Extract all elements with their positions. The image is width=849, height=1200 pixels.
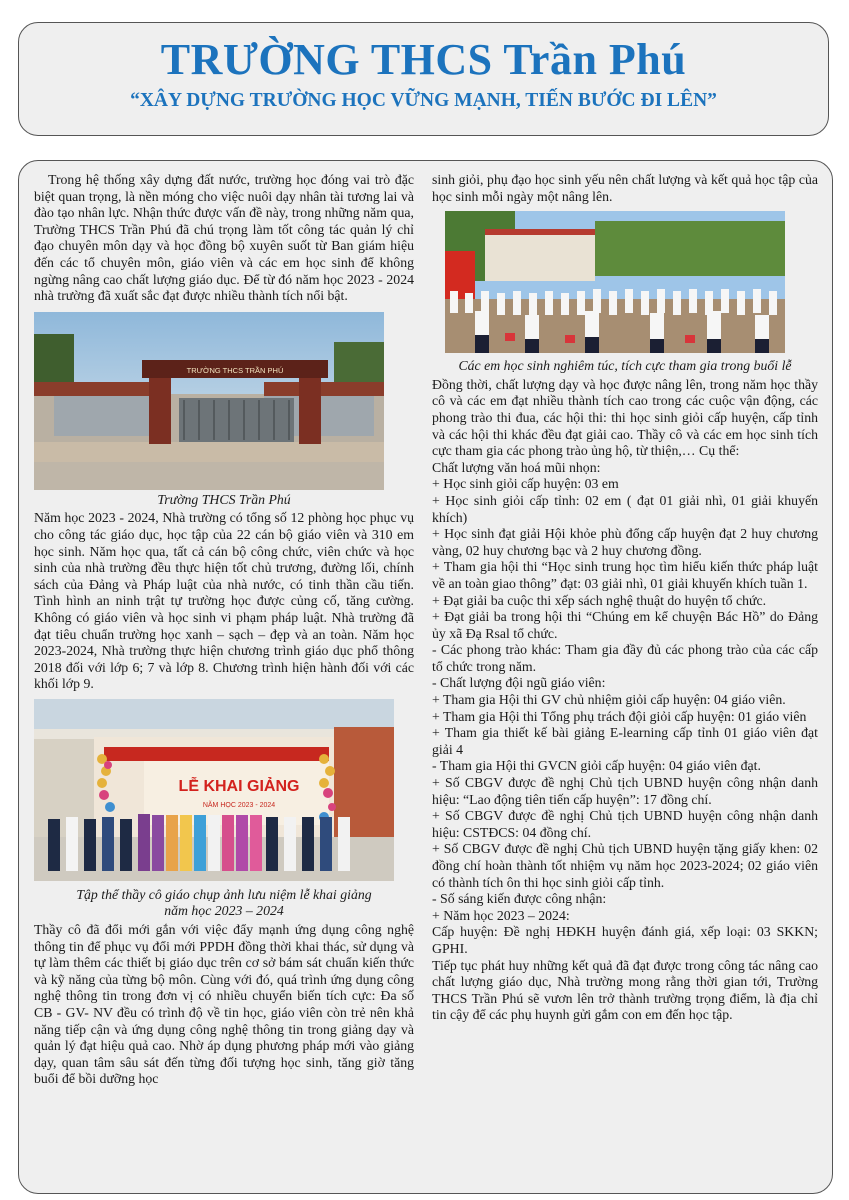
- ceremony-caption-line1: Tập thể thầy cô giáo chụp ảnh lưu niệm lễ khai giảng: [76, 886, 372, 902]
- list-item: + Học sinh giỏi cấp huyện: 03 em: [432, 476, 619, 492]
- ict-paragraph: Thầy cô đã đổi mới gắn với việc đẩy mạnh ứng dụng công nghệ thông tin để phục vụ đổi mới PPDH đồng thời khai thác, sử dụng và tự làm thêm các thiết bị giáo dục trên cơ sở bám sát chuẩn kiến thức và kỹ năng của từng bộ môn. Cùng với đó, quá trình ứng dụng công nghệ thông tin trong đơn vị có nhiều chuyển biến tích cực: Đa số CB - GV- NV đều có trình độ về tin học, giáo viên còn trẻ nên khả năng tiếp cận và ứng dụng công nghệ thông tin trong giảng dạy và quản lý đạt hiệu quả cao. Nhờ áp dụng phương pháp mới vào giảng dạy, quan tâm sâu sát đến từng đối tượng học sinh, tăng giờ tăng buổi để bồi dưỡng học: [34, 922, 414, 1087]
- list-item: - Các phong trào khác: Tham gia đầy đủ các phong trào của các cấp tổ chức trong năm.: [432, 642, 818, 674]
- list-item: + Học sinh đạt giải Hội khỏe phù đổng cấp huyện đạt 2 huy chương vàng, 02 huy chương bạc và 2 huy chương đồng.: [432, 526, 818, 558]
- ceremony-banner-title: LỄ KHAI GIẢNG: [178, 777, 300, 795]
- intro-paragraph: Trong hệ thống xây dựng đất nước, trường học đóng vai trò đặc biệt quan trọng, là nền móng cho việc nuôi dạy nhân tài tương lai và đào tạo nhân lực. Nhận thức được vấn đề này, trong những năm qua, Trường THCS Trần Phú đã chú trọng làm tốt công tác quản lý chỉ đạo chuyên môn dạy và học đồng bộ xuyên suốt từ Ban giám hiệu đến các tổ chuyên môn, giáo viên và các em học sinh để không ngừng nâng cao chất lượng giáo dục. Để từ đó năm học 2023 - 2024 nhà trường đã xuất sắc đạt được nhiều thành tích nổi bật.: [34, 172, 414, 304]
- ceremony-caption: [34, 887, 414, 920]
- list-item: + Học sinh giỏi cấp tỉnh: 02 em ( đạt 01 giải nhì, 01 giải khuyến khích): [432, 492, 818, 525]
- achievements-list: [432, 460, 818, 1024]
- list-item: - Tham gia Hội thi GVCN giỏi cấp huyện: 04 giáo viên đạt.: [432, 758, 761, 774]
- closing-paragraph: Tiếp tục phát huy những kết quả đã đạt được trong công tác nâng cao chất lượng giáo dục, Nhà trường mong rằng thời gian tới, Trường THCS Trần Phú sẽ vươn lên trở thành trường trọng điểm, là địa chỉ tin cậy để các phụ huynh gửi gắm con em đến học tập.: [432, 957, 818, 1023]
- page-title: TRƯỜNG THCS Trần Phú: [160, 35, 687, 84]
- school-gate-photo: [34, 312, 384, 490]
- continued-paragraph: sinh giỏi, phụ đạo học sinh yếu nên chất lượng và kết quả học tập của học sinh mỗi ngày một nâng lên.: [432, 172, 818, 204]
- left-column: [34, 172, 414, 1088]
- ceremony-caption-line2: năm học 2023 – 2024: [164, 903, 284, 919]
- opening-ceremony-photo: [34, 699, 394, 881]
- list-item: - Chất lượng đội ngũ giáo viên:: [432, 675, 606, 691]
- list-item: + Tham gia Hội thi GV chủ nhiệm giỏi cấp huyện: 04 giáo viên.: [432, 692, 786, 708]
- header-banner: [18, 22, 829, 136]
- list-item: + Đạt giải ba trong hội thi “Chúng em kể chuyện Bác Hồ” do Đảng ủy xã Đạ Rsal tổ chức.: [432, 609, 818, 641]
- list-item: + Tham gia thiết kế bài giảng E-learning cấp tỉnh 01 giáo viên đạt giải 4: [432, 725, 818, 757]
- list-item: + Số CBGV được đề nghị Chủ tịch UBND huyện tặng giấy khen: 02 đồng chí hoàn thành tốt nhiệm vụ năm học 2023-2024; 02 giáo viên có thành tích ôn thi học sinh giỏi cấp tỉnh.: [432, 841, 818, 890]
- list-item: + Số CBGV được đề nghị Chủ tịch UBND huyện công nhận danh hiệu: “Lao động tiên tiến cấp huyện”: 17 đồng chí.: [432, 775, 818, 807]
- list-item: + Tham gia hội thi “Học sinh trung học tìm hiểu kiến thức pháp luật về an toàn giao thông” đạt: 03 giải nhì, 01 giải khuyến khích tuần 1.: [432, 559, 818, 591]
- school-gate-sign: TRƯỜNG THCS TRẦN PHÚ: [186, 365, 284, 375]
- ceremony-banner-year: NĂM HỌC 2023 - 2024: [202, 801, 276, 809]
- list-item: + Số CBGV được đề nghị Chủ tịch UBND huyện công nhận danh hiệu: CSTĐCS: 04 đồng chí.: [432, 808, 818, 840]
- achievements-intro-paragraph: Đồng thời, chất lượng dạy và học được nâng lên, trong năm học thầy cô và các em đạt nhiều thành tích cao trong các cuộc vận động, các phong trào thi đua, các hội thi: thi học sinh giỏi cấp huyện, cấp tỉnh và các hội thi khác đều đạt giải cao. Thầy cô và các em học sinh tích cực tham gia các phong trào ủng hộ, từ thiện,… Cụ thể:: [432, 376, 818, 459]
- students-ceremony-photo: [445, 211, 785, 353]
- list-item: Cấp huyện: Đề nghị HĐKH huyện đánh giá, xếp loại: 03 SKKN; GPHI.: [432, 924, 818, 956]
- students-caption: Các em học sinh nghiêm túc, tích cực tham gia trong buổi lễ: [458, 358, 792, 374]
- list-item: - Số sáng kiến được công nhận:: [432, 891, 607, 907]
- list-item: + Năm học 2023 – 2024:: [432, 907, 570, 923]
- school-overview-paragraph: Năm học 2023 - 2024, Nhà trường có tổng số 12 phòng học phục vụ cho công tác giáo dục, học tập của 22 cán bộ giáo viên và 310 em học sinh. Năm học qua, tất cả cán bộ công chức, viên chức và học sinh của nhà trường đều thực hiện tốt chủ trương, đường lối, chính sách của Đảng và Pháp luật của nhà nước, có tinh thần cầu tiến. Tình hình an ninh trật tự trường học được củng cố, tăng cường. Không có giáo viên và học sinh vi phạm pháp luật. Nhà trường đã đạt tiêu chuẩn trường học xanh – sạch – đẹp và an toàn. Năm học 2023-2024, Nhà trường thực hiện chương trình giáo dục phổ thông 2018 đối với lớp 6; 7 và lớp 8. Chương trình hiện hành đối với các khối lớp 9.: [34, 510, 414, 692]
- school-gate-caption: Trường THCS Trần Phú: [157, 491, 291, 507]
- page-subtitle: “XÂY DỰNG TRƯỜNG HỌC VỮNG MẠNH, TIẾN BƯỚC ĐI LÊN”: [130, 90, 717, 111]
- list-item: + Tham gia Hội thi Tổng phụ trách đội giỏi cấp huyện: 01 giáo viên: [432, 708, 807, 724]
- list-item: + Đạt giải ba cuộc thi xếp sách nghệ thuật do huyện tổ chức.: [432, 592, 767, 608]
- right-column: [432, 172, 818, 1024]
- list-item: Chất lượng văn hoá mũi nhọn:: [432, 459, 601, 475]
